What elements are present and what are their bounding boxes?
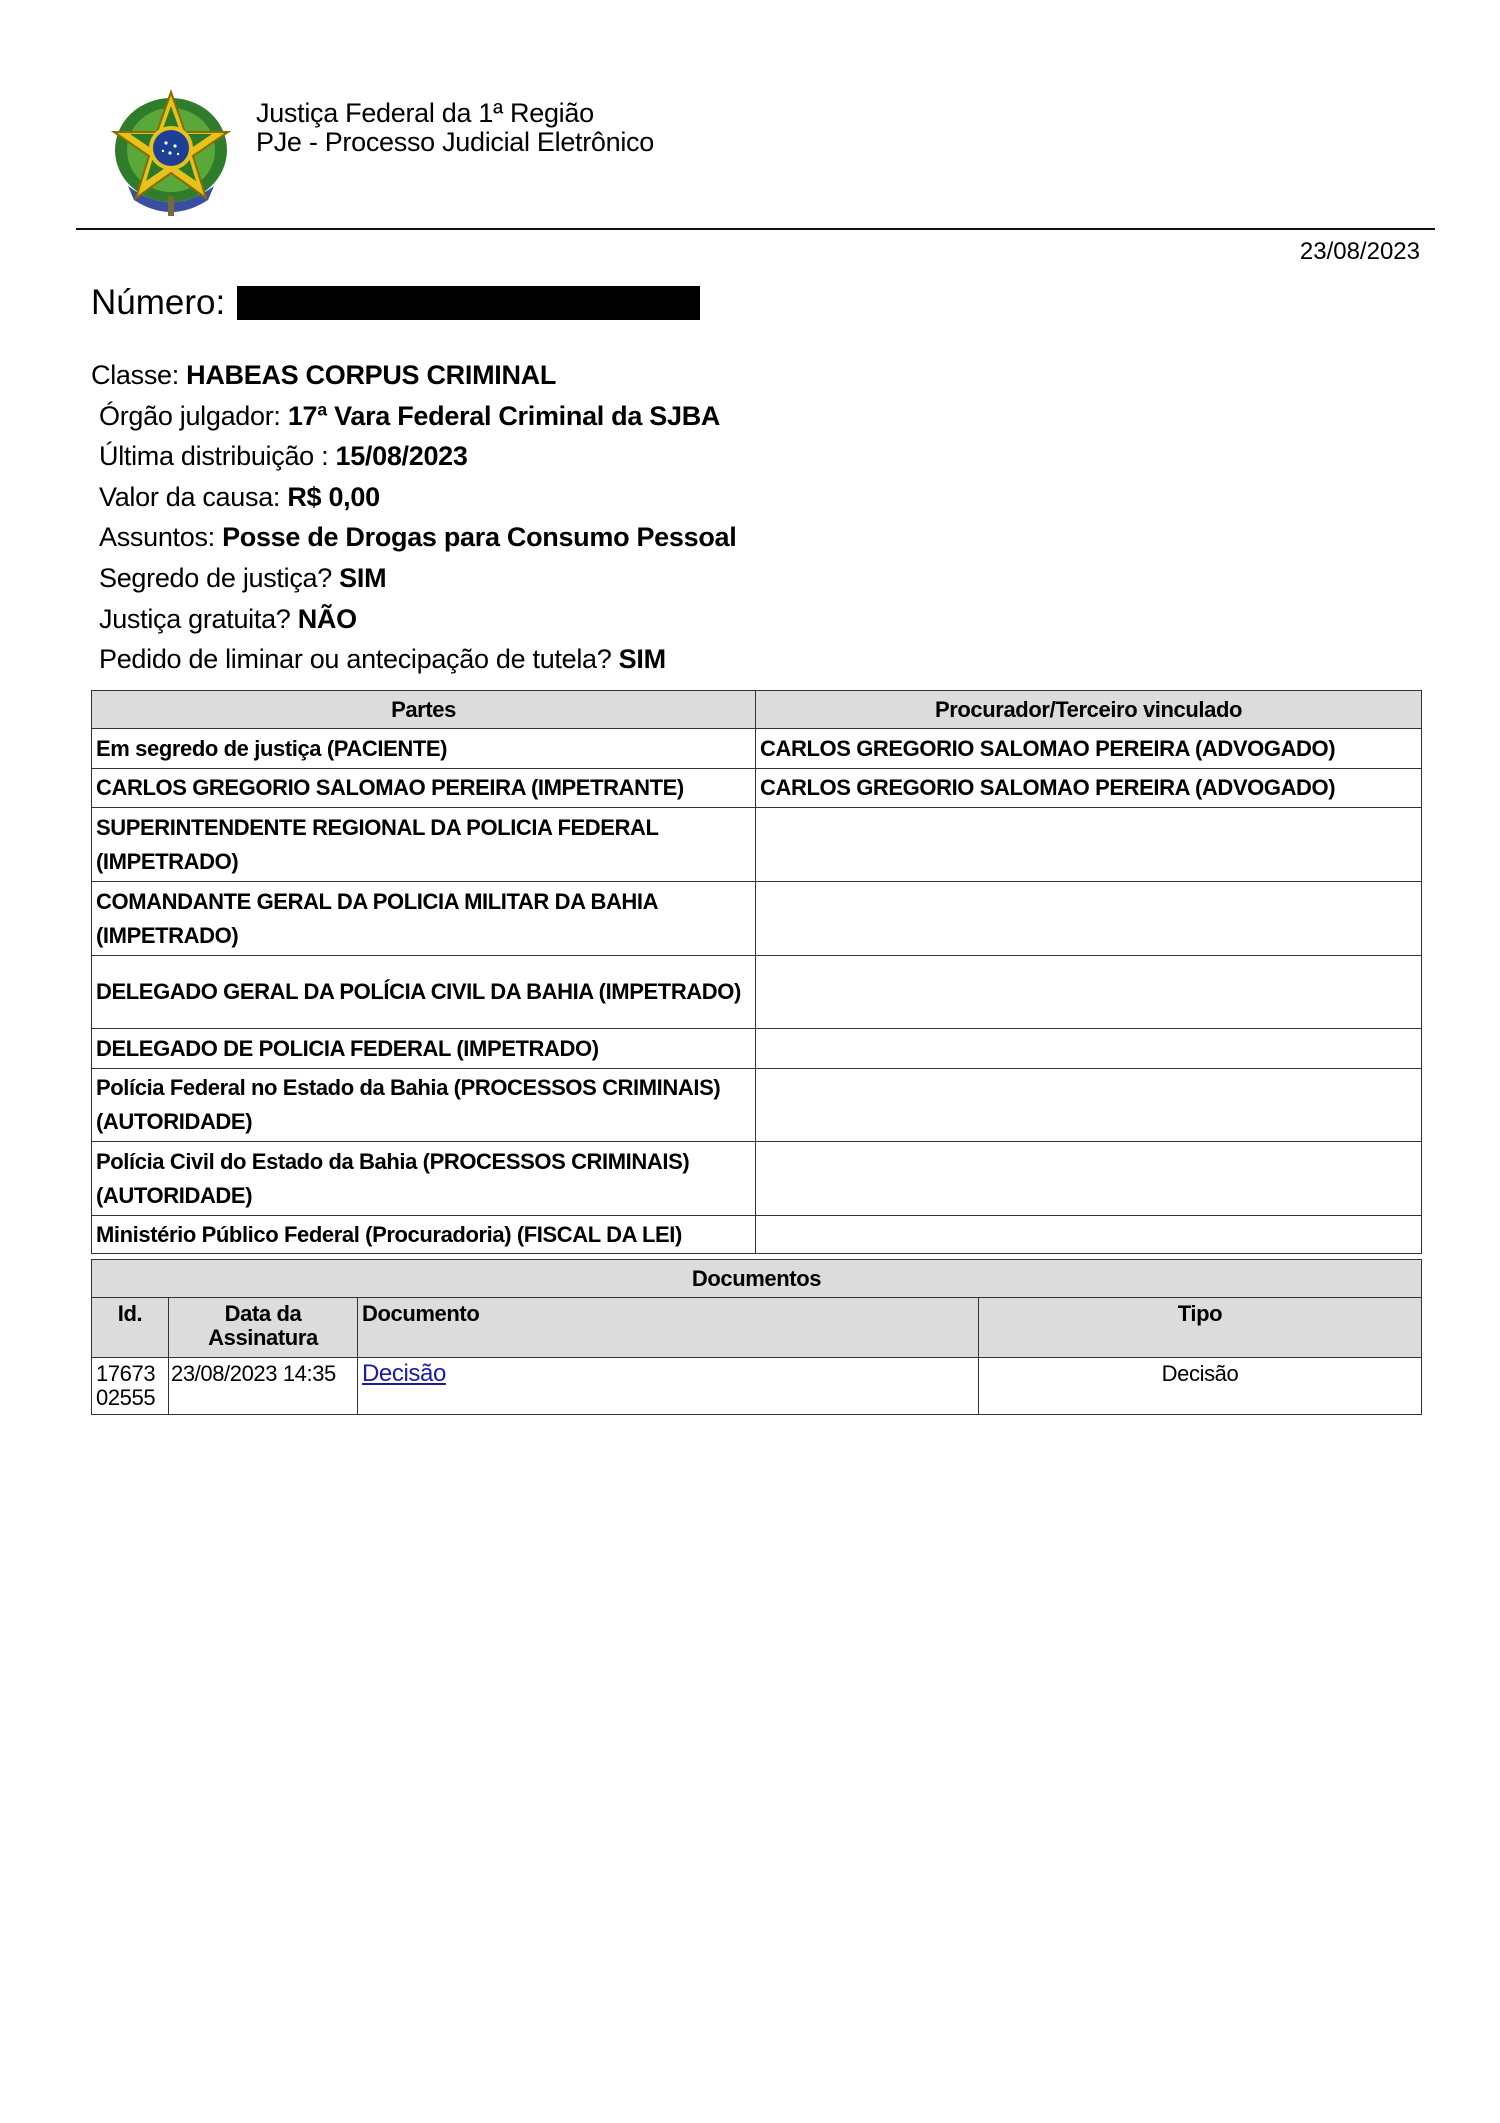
- procurador-cell: [756, 1029, 1422, 1069]
- procurador-cell: CARLOS GREGORIO SALOMAO PEREIRA (ADVOGADO): [756, 769, 1422, 808]
- procurador-cell: CARLOS GREGORIO SALOMAO PEREIRA (ADVOGADO): [756, 729, 1422, 769]
- info-valor-causa: Valor da causa: R$ 0,00: [99, 481, 380, 512]
- procurador-cell: [756, 956, 1422, 1029]
- table-header-row: [92, 691, 1422, 729]
- header-divider: [76, 228, 1435, 230]
- info-classe: Classe: HABEAS CORPUS CRIMINAL: [91, 360, 557, 390]
- col-header-procurador: Procurador/Terceiro vinculado: [756, 691, 1422, 729]
- table-row: [92, 956, 1422, 1029]
- table-header-row: [92, 1298, 1422, 1358]
- info-orgao-julgador: Órgão julgador: 17ª Vara Federal Criminal da SJBA: [99, 400, 721, 431]
- col-header-documento: Documento: [358, 1298, 979, 1358]
- parte-cell: Polícia Civil do Estado da Bahia (PROCESSOS CRIMINAIS) (AUTORIDADE): [92, 1142, 756, 1216]
- table-row: [92, 1216, 1422, 1254]
- documentos-table: [91, 1259, 1422, 1415]
- doc-tipo: Decisão: [979, 1358, 1422, 1415]
- info-justica-gratuita: Justiça gratuita? NÃO: [99, 603, 357, 634]
- redacted-number: [237, 286, 700, 320]
- parte-cell: COMANDANTE GERAL DA POLICIA MILITAR DA BAHIA (IMPETRADO): [92, 882, 756, 956]
- info-segredo-justica: Segredo de justiça? SIM: [99, 562, 387, 593]
- doc-data-assinatura: 23/08/2023 14:35: [169, 1358, 358, 1415]
- numero-label: Número:: [91, 283, 226, 322]
- documentos-title: Documentos: [92, 1260, 1422, 1298]
- table-row: [92, 882, 1422, 956]
- table-row: [92, 769, 1422, 808]
- col-header-tipo: Tipo: [979, 1298, 1422, 1358]
- partes-table: [91, 690, 1422, 1254]
- table-row: [92, 729, 1422, 769]
- procurador-cell: [756, 1069, 1422, 1142]
- info-pedido-liminar: Pedido de liminar ou antecipação de tutela? SIM: [99, 644, 666, 675]
- doc-id: 1767302555: [92, 1358, 169, 1415]
- procurador-cell: [756, 882, 1422, 956]
- table-row: [92, 1358, 1422, 1415]
- parte-cell: Ministério Público Federal (Procuradoria) (FISCAL DA LEI): [92, 1216, 756, 1254]
- table-row: [92, 1029, 1422, 1069]
- header-system-name: PJe - Processo Judicial Eletrônico: [256, 127, 654, 157]
- doc-link[interactable]: Decisão: [362, 1360, 446, 1387]
- parte-cell: Polícia Federal no Estado da Bahia (PROCESSOS CRIMINAIS) (AUTORIDADE): [92, 1069, 756, 1142]
- doc-documento-cell: [358, 1358, 979, 1415]
- info-assuntos: Assuntos: Posse de Drogas para Consumo Pessoal: [99, 522, 737, 553]
- info-ultima-distribuicao: Última distribuição : 15/08/2023: [99, 441, 468, 472]
- parte-cell: CARLOS GREGORIO SALOMAO PEREIRA (IMPETRANTE): [92, 769, 756, 808]
- table-row: [92, 1142, 1422, 1216]
- header-org-name: Justiça Federal da 1ª Região: [256, 98, 594, 128]
- col-header-data: Data da Assinatura: [169, 1298, 358, 1358]
- procurador-cell: [756, 1142, 1422, 1216]
- document-date: 23/08/2023: [1299, 238, 1420, 265]
- procurador-cell: [756, 808, 1422, 882]
- parte-cell: DELEGADO DE POLICIA FEDERAL (IMPETRADO): [92, 1029, 756, 1069]
- brasao-republica-icon: [108, 88, 234, 222]
- parte-cell: SUPERINTENDENTE REGIONAL DA POLICIA FEDERAL (IMPETRADO): [92, 808, 756, 882]
- table-row: [92, 1069, 1422, 1142]
- col-header-partes: Partes: [92, 691, 756, 729]
- procurador-cell: [756, 1216, 1422, 1254]
- table-row: [92, 808, 1422, 882]
- process-info: [91, 355, 736, 680]
- documentos-title-row: [92, 1260, 1422, 1298]
- parte-cell: DELEGADO GERAL DA POLÍCIA CIVIL DA BAHIA (IMPETRADO): [92, 956, 756, 1029]
- col-header-id: Id.: [92, 1298, 169, 1358]
- parte-cell: Em segredo de justiça (PACIENTE): [92, 729, 756, 769]
